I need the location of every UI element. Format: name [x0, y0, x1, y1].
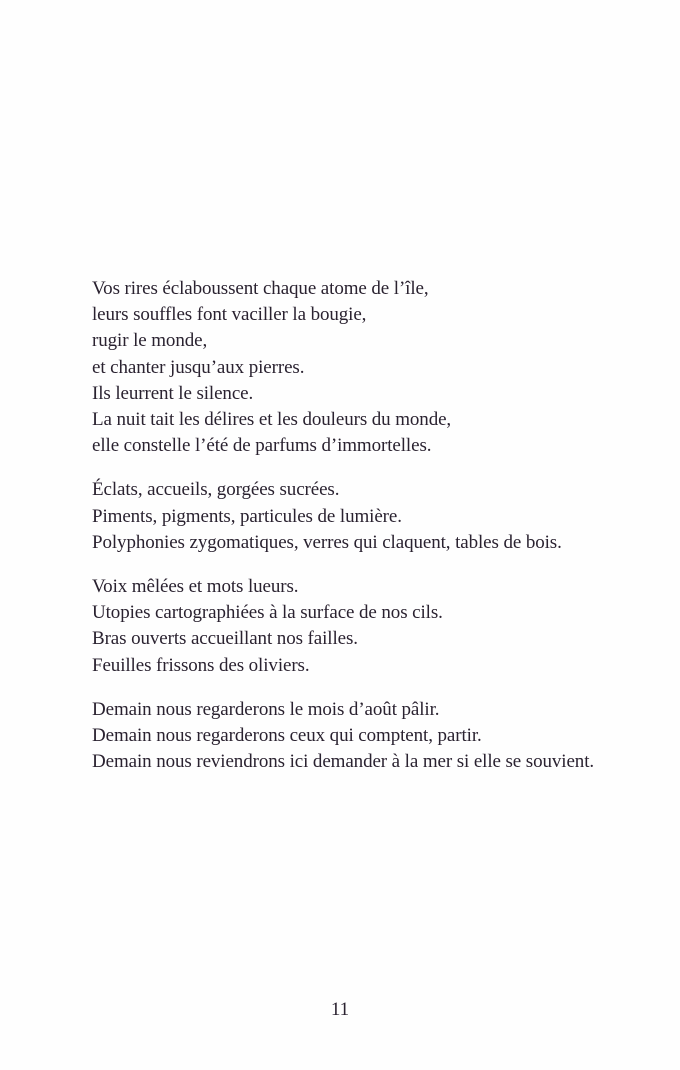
- poem-line: Demain nous reviendrons ici demander à la mer si elle se souvient.: [92, 751, 595, 773]
- poem-line: La nuit tait les délires et les douleurs du monde,: [92, 409, 452, 431]
- poem-line: Piments, pigments, particules de lumière.: [92, 505, 402, 527]
- poem-line: Voix mêlées et mots lueurs.: [92, 576, 299, 598]
- poem-line: Demain nous regarderons ceux qui comptent, partir.: [92, 725, 482, 747]
- stanza: [92, 697, 652, 776]
- poem-line: Bras ouverts accueillant nos failles.: [92, 628, 358, 650]
- poem-line: leurs souffles font vaciller la bougie,: [92, 304, 367, 326]
- poem-line: Demain nous regarderons le mois d’août pâlir.: [92, 698, 440, 720]
- poem: [92, 276, 652, 793]
- stanza: [92, 477, 652, 556]
- poem-line: elle constelle l’été de parfums d’immortelles.: [92, 435, 432, 457]
- poem-line: Éclats, accueils, gorgées sucrées.: [92, 479, 340, 501]
- page-number: 11: [330, 999, 350, 1020]
- poem-line: rugir le monde,: [92, 330, 208, 352]
- stanza: [92, 276, 652, 459]
- poem-line: Vos rires éclaboussent chaque atome de l’île,: [92, 278, 429, 299]
- poem-line: Ils leurrent le silence.: [92, 382, 254, 404]
- poem-line: Utopies cartographiées à la surface de nos cils.: [92, 602, 443, 624]
- poem-line: Feuilles frissons des oliviers.: [92, 654, 310, 676]
- stanza: [92, 574, 652, 679]
- poem-line: Polyphonies zygomatiques, verres qui claquent, tables de bois.: [92, 531, 562, 553]
- poem-line: et chanter jusqu’aux pierres.: [92, 356, 305, 378]
